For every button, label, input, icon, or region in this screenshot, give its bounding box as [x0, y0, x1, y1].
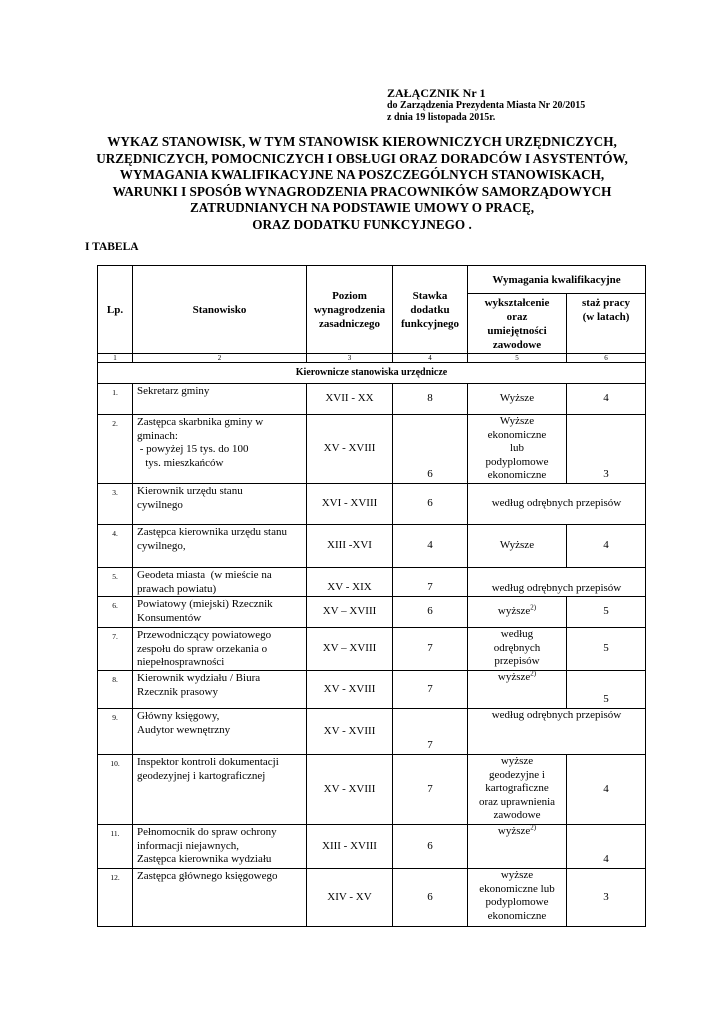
experience-years: 3 [567, 869, 646, 927]
row-number: 8. [98, 671, 133, 709]
row-number: 7. [98, 628, 133, 671]
education-line: według [500, 628, 534, 640]
education-line: ekonomiczne [487, 909, 547, 922]
title-line: WYMAGANIA KWALIFIKACYJNE NA POSZCZEGÓLNYCH STANOWISKACH, [119, 167, 605, 182]
experience-years: 3 [567, 415, 646, 484]
salary-level: XIII -XVI [307, 525, 393, 568]
row-number: 4. [98, 525, 133, 568]
header-experience: staż pracy (w latach) [567, 294, 646, 354]
education-line: wyższe [500, 755, 534, 767]
salary-level: XIII - XVIII [307, 825, 393, 869]
position-line: cywilnego [137, 498, 183, 511]
function-allowance-rate: 6 [393, 869, 468, 927]
education-requirement [468, 415, 567, 484]
header-requirements: Wymagania kwalifikacyjne [468, 266, 646, 294]
col-number: 2 [133, 354, 307, 363]
position-name [133, 384, 307, 415]
position-line: gminach: [137, 429, 178, 442]
position-line: Audytor wewnętrzny [137, 723, 231, 736]
category-row [98, 363, 646, 384]
row-number: 10. [98, 755, 133, 825]
education-line: ekonomiczne [487, 428, 547, 441]
table-row [98, 825, 646, 869]
salary-level: XV - XVIII [307, 671, 393, 709]
education-line: kartograficzne [485, 782, 549, 794]
table-row [98, 568, 646, 597]
experience-years: 4 [567, 825, 646, 869]
positions-table [97, 265, 646, 927]
row-number: 6. [98, 597, 133, 628]
education-line: wyższe$^{2)}$ [497, 669, 537, 683]
function-allowance-rate: 6 [393, 484, 468, 525]
function-allowance-rate: 7 [393, 671, 468, 709]
position-line: Zastępca głównego księgowego [137, 870, 278, 882]
education-requirement [468, 671, 567, 709]
function-allowance-rate: 8 [393, 384, 468, 415]
row-number: 9. [98, 709, 133, 755]
experience-years: 4 [567, 755, 646, 825]
table-row [98, 525, 646, 568]
experience-years: 4 [567, 525, 646, 568]
footnote-marker: 2) [530, 823, 537, 832]
header-position: Stanowisko [133, 266, 307, 354]
salary-level: XV – XVIII [307, 628, 393, 671]
position-line: - powyżej 15 tys. do 100 [137, 443, 249, 455]
function-allowance-rate: 7 [393, 709, 468, 755]
row-number: 1. [98, 384, 133, 415]
requirements-merged: według odrębnych przepisów [468, 484, 646, 525]
position-line: Pełnomocnik do spraw ochrony [137, 826, 277, 838]
education-requirement [468, 628, 567, 671]
position-line: Geodeta miasta (w mieście na [137, 569, 272, 581]
function-allowance-rate: 6 [393, 415, 468, 484]
function-allowance-rate: 7 [393, 628, 468, 671]
position-name [133, 869, 307, 927]
table-row [98, 671, 646, 709]
education-line: ekonomiczne [487, 469, 547, 481]
education-line: lub [509, 442, 525, 454]
document-title [80, 134, 644, 233]
education-line: wyższe$^{2)}$ [497, 603, 537, 618]
position-line: cywilnego, [137, 539, 186, 552]
header-lp: Lp. [98, 266, 133, 354]
row-number: 12. [98, 869, 133, 927]
position-name [133, 671, 307, 709]
table-row [98, 597, 646, 628]
education-requirement [468, 825, 567, 869]
position-name [133, 755, 307, 825]
table-row [98, 755, 646, 825]
table-row [98, 709, 646, 755]
position-name [133, 709, 307, 755]
education-line: ekonomiczne lub [479, 882, 555, 895]
position-line: Kierownik urzędu stanu [137, 485, 243, 497]
title-line: ZATRUDNIANYCH NA PODSTAWIE UMOWY O PRACĘ, [189, 200, 535, 215]
position-line: Inspektor kontroli dokumentacji [137, 756, 279, 768]
education-requirement [468, 755, 567, 825]
col-number: 4 [393, 354, 468, 363]
header-education: wykształcenie oraz umiejętności zawodowe [468, 294, 567, 354]
function-allowance-rate: 4 [393, 525, 468, 568]
position-line: Zastępca skarbnika gminy w [137, 416, 264, 428]
position-line: Główny księgowy, [137, 710, 220, 722]
table-row [98, 384, 646, 415]
position-name [133, 484, 307, 525]
function-allowance-rate: 7 [393, 568, 468, 597]
position-name [133, 525, 307, 568]
col-number: 6 [567, 354, 646, 363]
requirements-merged: według odrębnych przepisów [468, 709, 646, 755]
experience-years: 5 [567, 597, 646, 628]
education-line: Wyższe [499, 392, 535, 405]
header-level: Poziom wynagrodzenia zasadniczego [307, 266, 393, 354]
title-line: WARUNKI I SPOSÓB WYNAGRODZENIA PRACOWNIKÓW SAMORZĄDOWYCH [112, 183, 612, 199]
experience-years: 5 [567, 628, 646, 671]
position-line: niepełnosprawności [137, 656, 225, 668]
position-line: prawach powiatu) [137, 582, 217, 595]
row-number: 11. [98, 825, 133, 869]
annex-line-3: z dnia 19 listopada 2015r. [387, 112, 496, 123]
requirements-merged: według odrębnych przepisów [468, 568, 646, 597]
education-requirement [468, 384, 567, 415]
position-line: Zastępca kierownika urzędu stanu [137, 526, 287, 538]
table-row [98, 484, 646, 525]
education-line: odrębnych [493, 641, 541, 654]
experience-years: 5 [567, 671, 646, 709]
education-line: wyższe$^{2)}$ [497, 823, 537, 837]
position-line: zespołu do spraw orzekania o [137, 642, 268, 655]
education-line: oraz uprawnienia [478, 795, 556, 808]
row-number: 3. [98, 484, 133, 525]
annex-line-1: ZAŁĄCZNIK Nr 1 [387, 86, 486, 100]
footnote-marker: 2) [530, 603, 537, 612]
position-name [133, 628, 307, 671]
position-line: Zastępca kierownika wydziału [137, 853, 272, 865]
position-line: Powiatowy (miejski) Rzecznik [137, 598, 273, 610]
education-line: przepisów [494, 655, 540, 667]
position-line: geodezyjnej i kartograficznej [137, 769, 266, 782]
position-name [133, 568, 307, 597]
function-allowance-rate: 6 [393, 825, 468, 869]
col-number: 1 [98, 354, 133, 363]
position-line: Rzecznik prasowy [137, 685, 218, 698]
position-name [133, 597, 307, 628]
function-allowance-rate: 7 [393, 755, 468, 825]
col-number: 5 [468, 354, 567, 363]
position-line: Sekretarz gminy [137, 385, 210, 397]
salary-level: XIV - XV [307, 869, 393, 927]
title-line: ORAZ DODATKU FUNKCYJNEGO . [252, 216, 472, 232]
category-label: Kierownicze stanowiska urzędnicze [98, 363, 646, 384]
position-name [133, 415, 307, 484]
education-requirement [468, 869, 567, 927]
annex-line-2: do Zarządzenia Prezydenta Miasta Nr 20/2015 [387, 100, 586, 111]
position-line: Przewodniczący powiatowego [137, 629, 272, 641]
salary-level: XV – XVIII [307, 597, 393, 628]
education-line: Wyższe [499, 415, 535, 427]
position-line: Kierownik wydziału / Biura [137, 672, 261, 684]
row-number: 5. [98, 568, 133, 597]
education-line: geodezyjne i [489, 768, 545, 781]
education-line: zawodowe [493, 809, 541, 821]
table-row [98, 415, 646, 484]
position-line: informacji niejawnych, [137, 839, 240, 852]
salary-level: XV - XVIII [307, 709, 393, 755]
header-rate: Stawka dodatku funkcyjnego [393, 266, 468, 354]
row-number: 2. [98, 415, 133, 484]
position-name [133, 825, 307, 869]
salary-level: XV - XVIII [307, 415, 393, 484]
education-requirement [468, 525, 567, 568]
column-numbers-row [98, 354, 646, 363]
table-row [98, 869, 646, 927]
title-line: WYKAZ STANOWISK, W TYM STANOWISK KIEROWNICZYCH URZĘDNICZYCH, [107, 134, 617, 149]
education-line: podyplomowe [485, 896, 549, 908]
position-line: Konsumentów [137, 611, 202, 624]
function-allowance-rate: 6 [393, 597, 468, 628]
salary-level: XV - XVIII [307, 755, 393, 825]
position-line: tys. mieszkańców [137, 456, 224, 469]
salary-level: XVI - XVIII [307, 484, 393, 525]
table-row [98, 628, 646, 671]
education-line: wyższe [500, 869, 534, 881]
education-line: Wyższe [499, 539, 535, 552]
title-line: URZĘDNICZYCH, POMOCNICZYCH I OBSŁUGI ORAZ DORADCÓW I ASYSTENTÓW, [96, 150, 628, 166]
education-line: podyplomowe [485, 455, 549, 468]
education-requirement [468, 597, 567, 628]
footnote-marker: 2) [530, 669, 537, 678]
section-heading: I TABELA [85, 241, 139, 253]
salary-level: XV - XIX [307, 568, 393, 597]
experience-years: 4 [567, 384, 646, 415]
annex-header [387, 86, 585, 124]
salary-level: XVII - XX [307, 384, 393, 415]
col-number: 3 [307, 354, 393, 363]
